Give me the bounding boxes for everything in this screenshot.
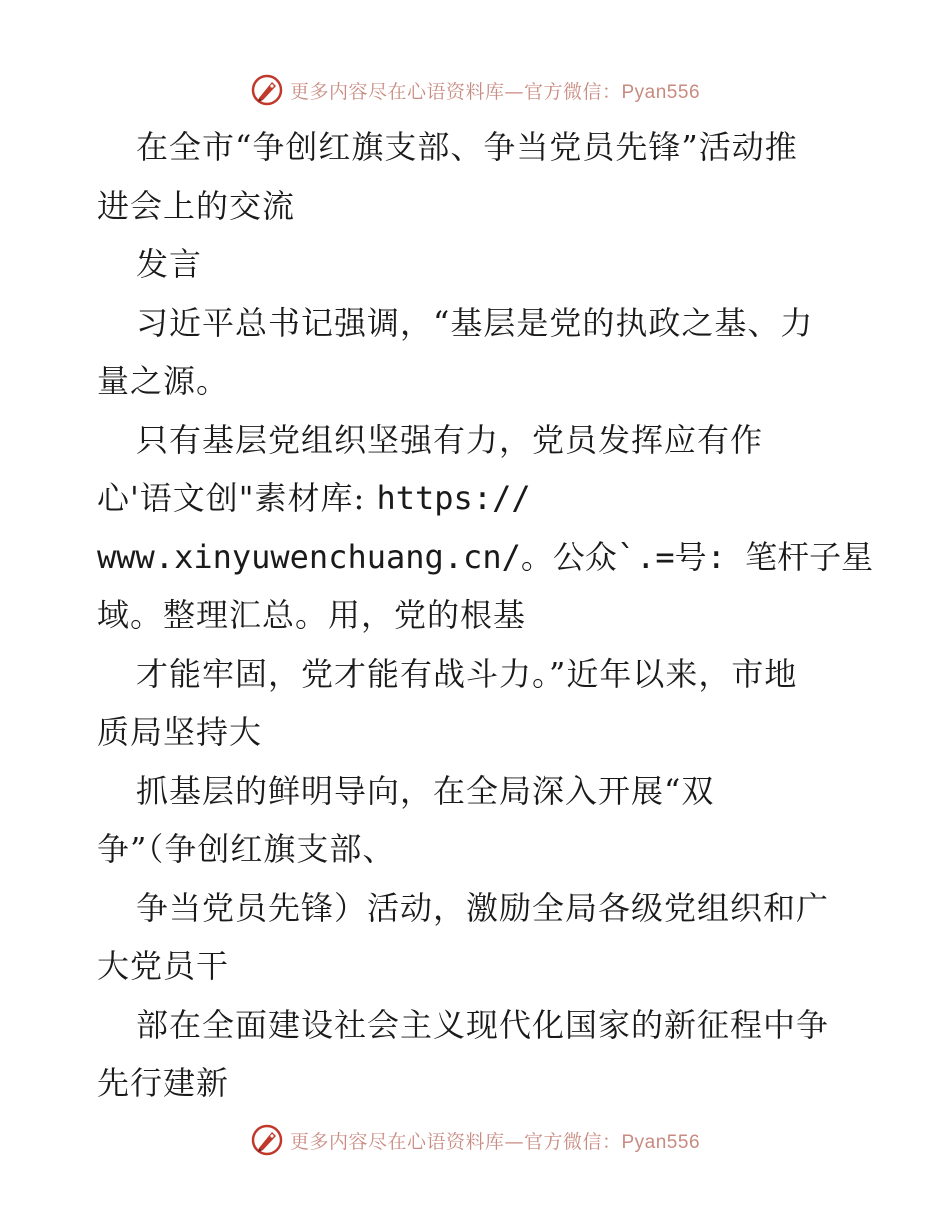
text-line: 争当党员先锋）活动，激励全局各级党组织和广 — [136, 888, 830, 927]
footer-watermark-banner — [0, 1120, 950, 1160]
header-watermark-banner — [0, 70, 950, 110]
text-line-url-prefix: 心'语文创"素材库: https:// — [97, 479, 531, 517]
text-line: 部在全面建设社会主义现代化国家的新征程中争 — [136, 1005, 830, 1044]
text-line: 量之源。 — [97, 362, 230, 400]
watermark-text: 更多内容尽在心语资料库—官方微信：Pyan556 — [289, 80, 701, 103]
text-line: 发言 — [136, 245, 203, 283]
watermark-text: 更多内容尽在心语资料库—官方微信：Pyan556 — [289, 1130, 701, 1153]
text-line: 只有基层党组织坚强有力，党员发挥应有作 — [136, 420, 764, 459]
text-line: 习近平总书记强调，“基层是党的执政之基、力 — [136, 303, 814, 342]
text-line: 在全市“争创红旗支部、争当党员先锋”活动推 — [136, 128, 798, 166]
text-line: 大党员干 — [97, 947, 230, 985]
text-line: 域。整理汇总。用，党的根基 — [97, 596, 527, 634]
text-line: 质局坚持大 — [97, 713, 263, 751]
text-line: 进会上的交流 — [97, 186, 296, 225]
text-line: 争”（争创红旗支部、 — [97, 830, 396, 868]
pen-nib-logo-icon — [250, 1123, 284, 1157]
text-line: 抓基层的鲜明导向，在全局深入开展“双 — [136, 771, 715, 810]
text-line-url: www.xinyuwenchuang.cn/。公众`.=号: 笔杆子星 — [97, 537, 874, 576]
text-line: 才能牢固，党才能有战斗力。”近年以来，市地 — [136, 654, 798, 693]
text-line: 先行建新 — [97, 1064, 230, 1102]
pen-nib-logo-icon — [250, 73, 284, 107]
document-body — [97, 118, 877, 1113]
